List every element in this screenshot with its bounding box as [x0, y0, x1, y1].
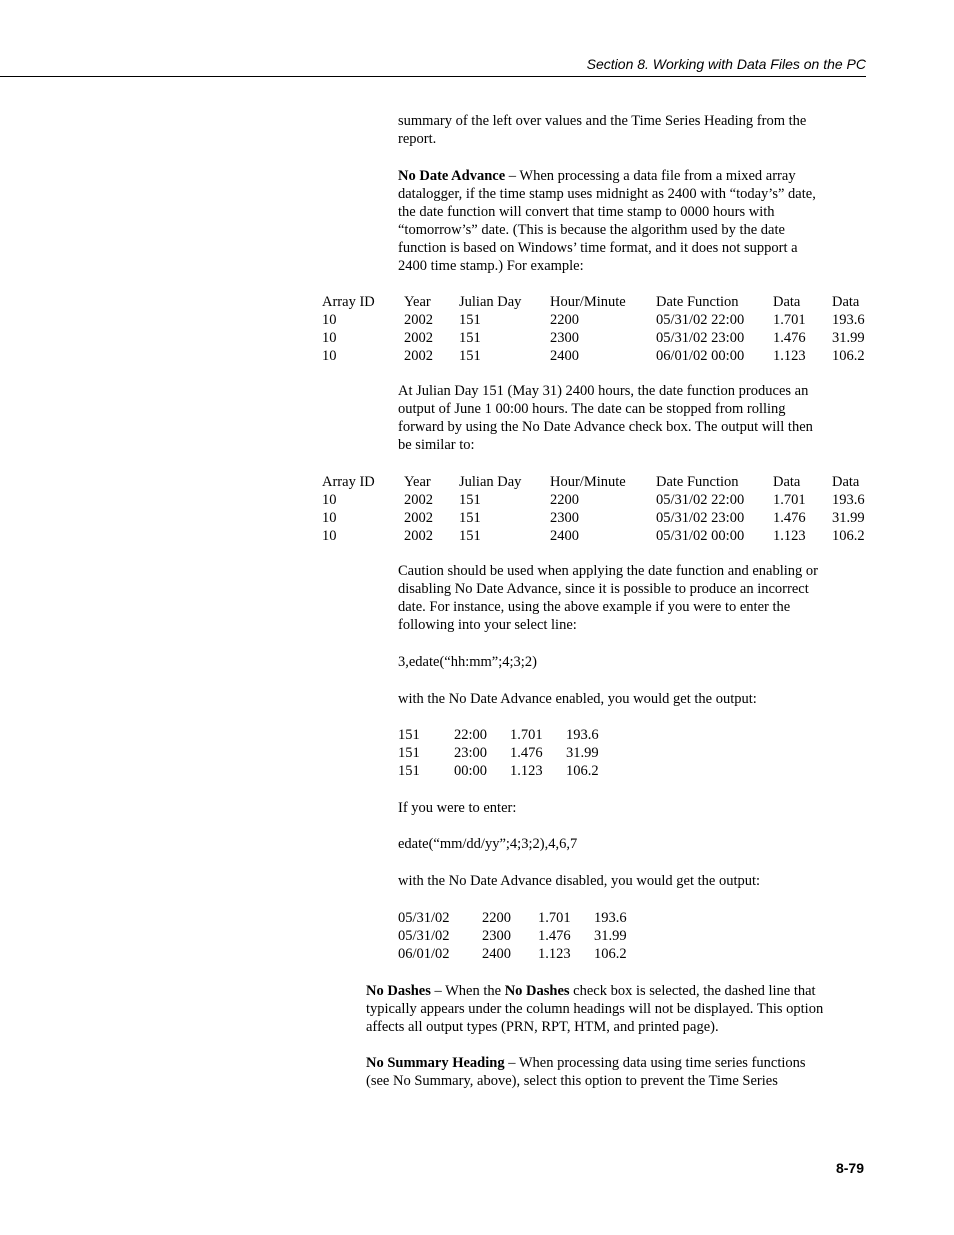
paragraph-disabled-output: with the No Date Advance disabled, you would get the output:: [398, 873, 761, 889]
output-row: 05/31/02 2300 1.476 31.99: [398, 928, 627, 944]
page-header: [0, 56, 866, 77]
output-row: 05/31/02 2200 1.701 193.6: [398, 910, 627, 926]
table-date-function-1: [322, 293, 868, 365]
paragraph-no-summary-heading: No Summary Heading – When processing data using time series functions (see No Summary, above), select this option to prevent the Time Series: [366, 1055, 806, 1089]
paragraph-enabled-output: with the No Date Advance enabled, you would get the output:: [398, 691, 757, 707]
output-row: 151 00:00 1.123 106.2: [398, 763, 599, 779]
output-list-1: [398, 726, 698, 780]
term-no-dashes: No Dashes: [366, 983, 431, 999]
table-row: 10 2002 151 2400 05/31/02 00:00 1.123 106.2: [322, 528, 865, 544]
term-no-dashes-inline: No Dashes: [504, 983, 570, 999]
table-header-row: Array ID Year Julian Day Hour/Minute Date Function Data Data: [322, 294, 860, 310]
paragraph-if-enter: If you were to enter:: [398, 800, 517, 816]
paragraph-no-date-advance: No Date Advance – When processing a data file from a mixed array datalogger, if the time stamp uses midnight as 2400 with “today’s” date, the date function will convert that time stamp to 0000 hours with “tomorrow’s” date. (This is because the algorithm used by the date function is based on Windows’ time format, and it does not support a 2400 time stamp.) For example:: [398, 168, 816, 274]
table-header-row: Array ID Year Julian Day Hour/Minute Date Function Data Data: [322, 474, 860, 490]
section-title: Section 8. Working with Data Files on the PC: [586, 56, 866, 72]
paragraph-no-dashes: No Dashes – When the No Dashes check box is selected, the dashed line that typically appears under the column headings will not be displayed. This option affects all output types (PRN, RPT, HTM, and printed page).: [366, 983, 824, 1035]
table-row: 10 2002 151 2300 05/31/02 23:00 1.476 31.99: [322, 330, 865, 346]
term-no-date-advance: No Date Advance: [398, 168, 506, 184]
table-row: 10 2002 151 2200 05/31/02 22:00 1.701 193.6: [322, 492, 865, 508]
code-example-1: 3,edate(“hh:mm”;4;3;2): [398, 654, 537, 670]
output-row: 151 23:00 1.476 31.99: [398, 745, 599, 761]
paragraph-summary: summary of the left over values and the Time Series Heading from the report.: [398, 113, 807, 147]
output-row: 06/01/02 2400 1.123 106.2: [398, 946, 627, 962]
table-row: 10 2002 151 2300 05/31/02 23:00 1.476 31.99: [322, 510, 865, 526]
paragraph-julian-day: At Julian Day 151 (May 31) 2400 hours, the date function produces an output of June 1 00:00 hours. The date can be stopped from rolling forward by using the No Date Advance check box. The output will then be similar to:: [398, 383, 813, 453]
output-list-2: [398, 909, 698, 963]
code-example-2: edate(“mm/dd/yy”;4;3;2),4,6,7: [398, 836, 578, 852]
term-no-summary-heading: No Summary Heading: [366, 1055, 505, 1071]
output-row: 151 22:00 1.701 193.6: [398, 727, 599, 743]
table-row: 10 2002 151 2400 06/01/02 00:00 1.123 106.2: [322, 348, 865, 364]
table-row: 10 2002 151 2200 05/31/02 22:00 1.701 193.6: [322, 312, 865, 328]
table-date-function-2: [322, 473, 868, 545]
page-number: 8-79: [835, 1160, 864, 1176]
paragraph-caution: Caution should be used when applying the date function and enabling or disabling No Date Advance, since it is possible to produce an incorrect date. For instance, using the above example if you were to enter the following into your select line:: [398, 563, 819, 633]
